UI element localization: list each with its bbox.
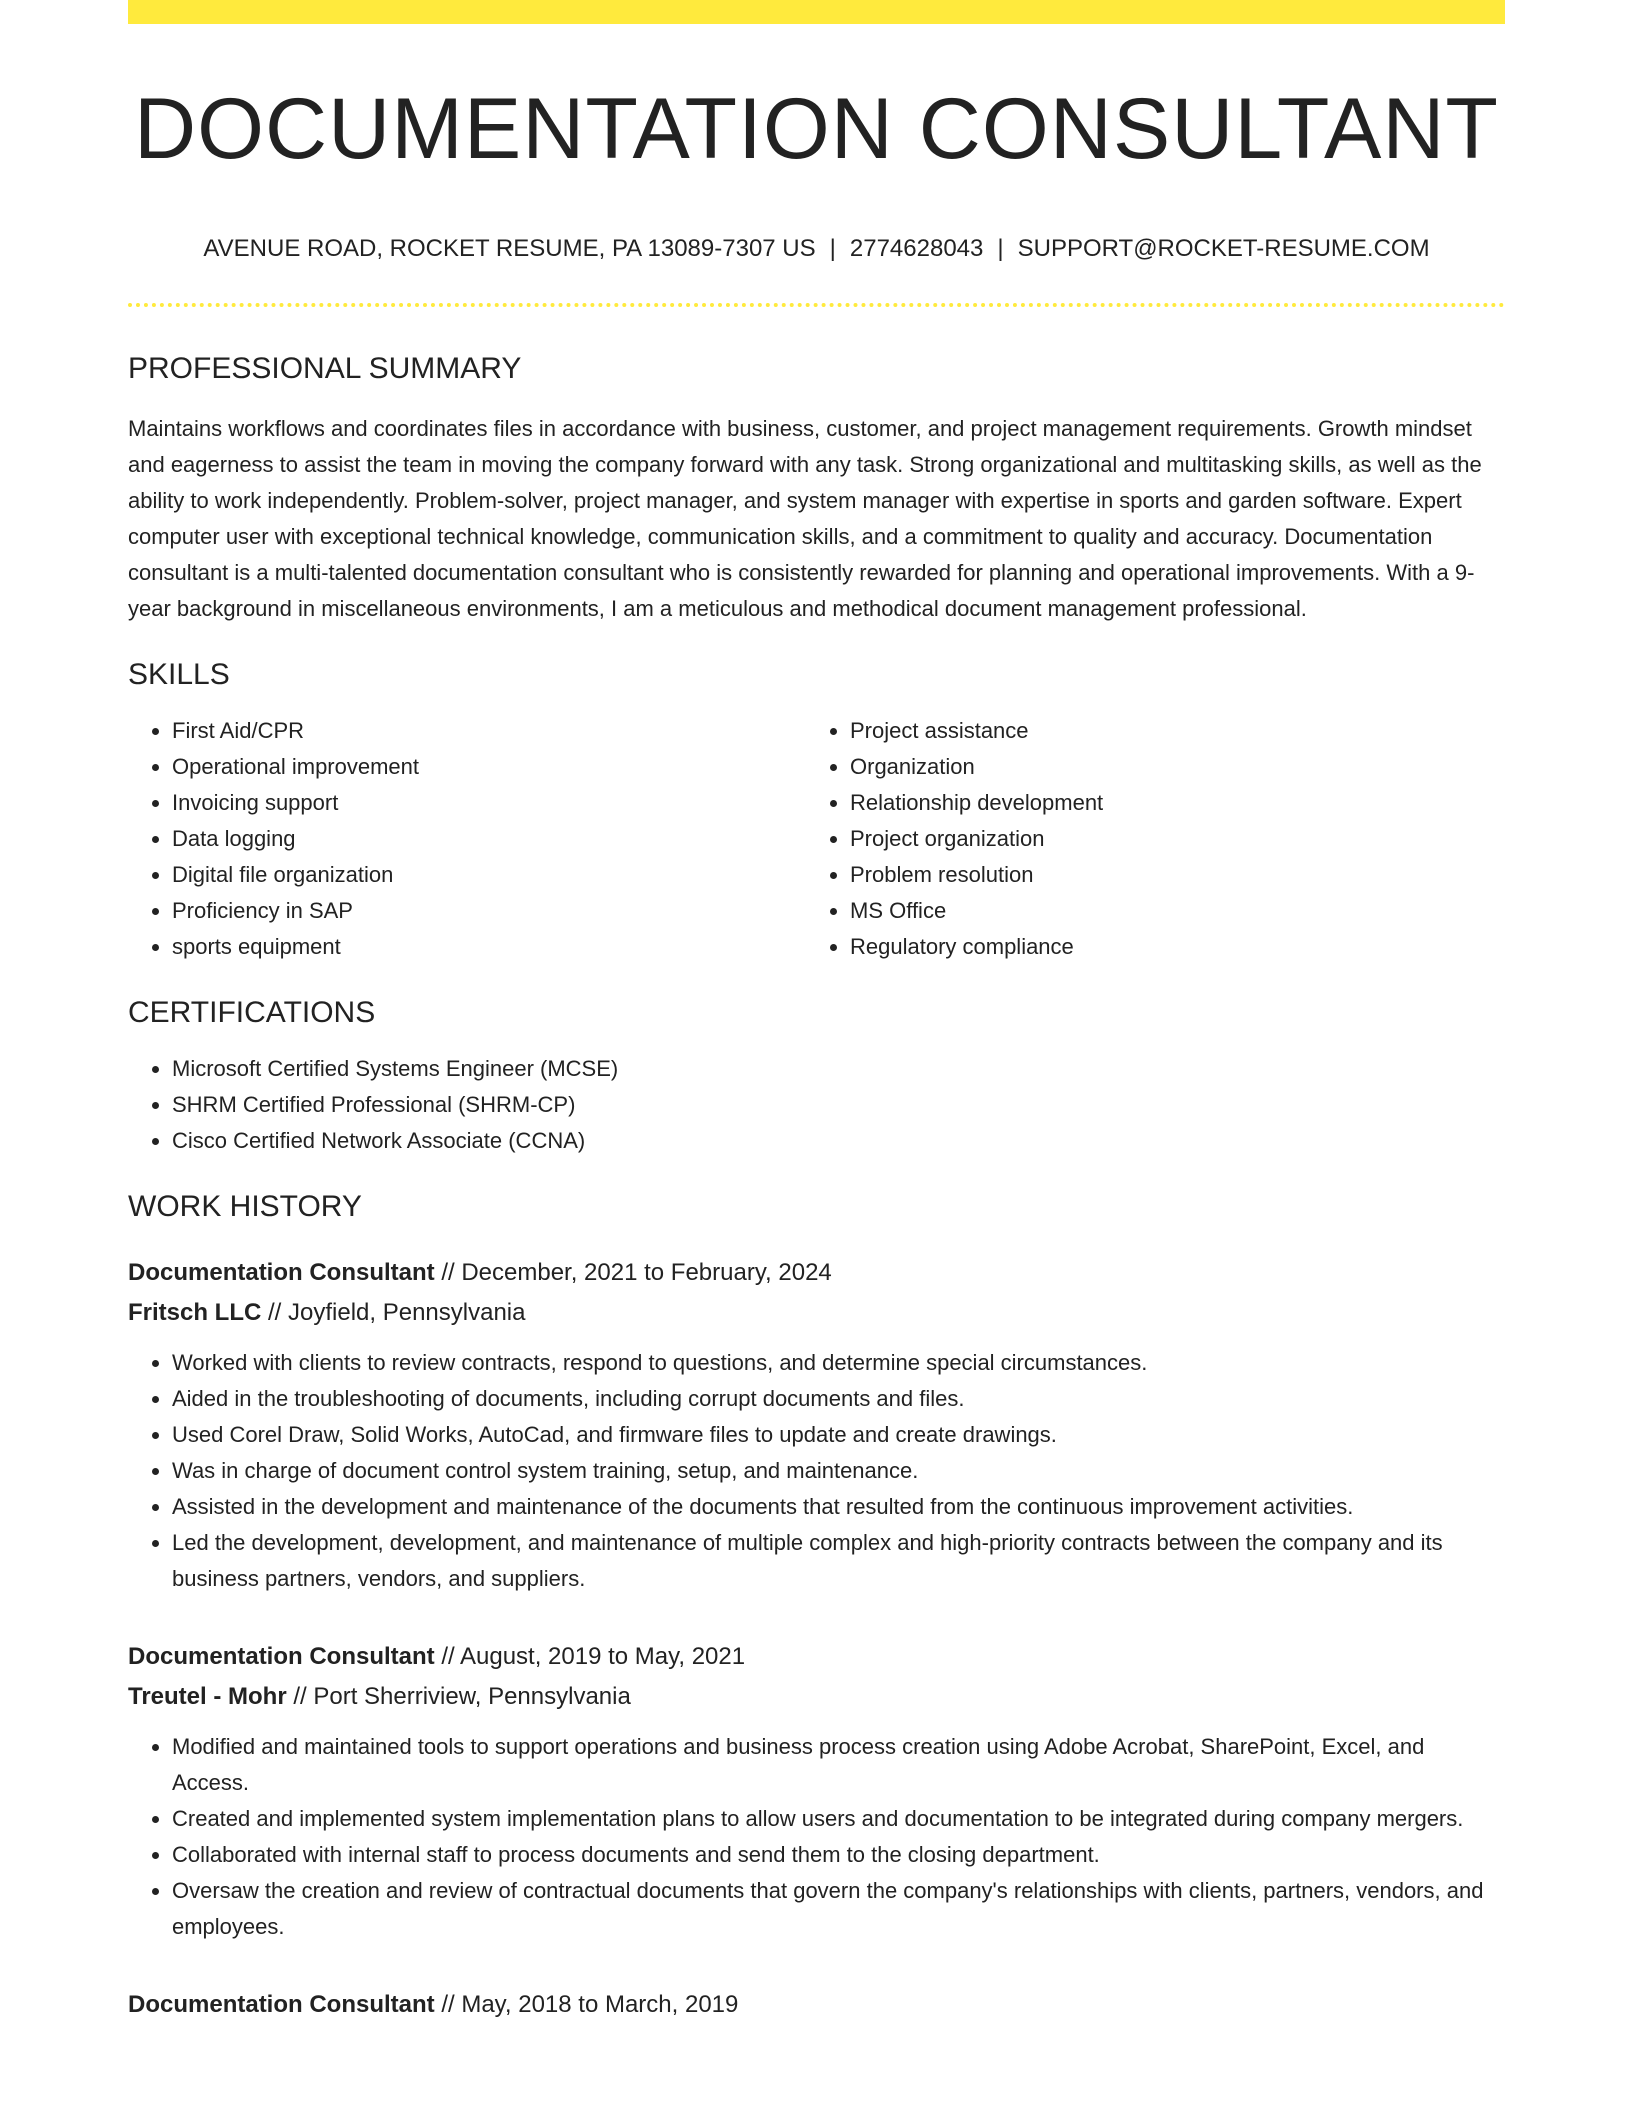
job-company-line [128, 1677, 1505, 1717]
skill-item: • Project assistance [850, 713, 1484, 749]
contact-phone: 2774628043 [849, 234, 984, 262]
dotted-divider [128, 303, 1505, 307]
job-location: // Joyfield, Pennsylvania [261, 1299, 526, 1327]
job-dates: // August, 2019 to May, 2021 [434, 1643, 746, 1671]
job-role: Documentation Consultant [128, 1991, 435, 2019]
summary-heading: PROFESSIONAL SUMMARY [128, 352, 522, 386]
contact-separator: | [997, 234, 1004, 262]
job-bullet: • Was in charge of document control system training, setup, and maintenance. [172, 1453, 1505, 1489]
skill-item: • Project organization [850, 821, 1484, 857]
job-title-line [128, 1985, 1505, 2025]
job-entry [128, 1253, 1505, 1597]
certification-item: • Microsoft Certified Systems Engineer (MCSE) [172, 1051, 1505, 1087]
job-title-line [128, 1637, 1505, 1677]
contact-email: SUPPORT@ROCKET-RESUME.COM [1017, 234, 1430, 262]
job-company: Treutel - Mohr [128, 1683, 287, 1711]
skill-item: • Digital file organization [172, 857, 806, 893]
job-bullet: • Worked with clients to review contracts, respond to questions, and determine special circumstances. [172, 1345, 1505, 1381]
resume-name: DOCUMENTATION CONSULTANT [134, 81, 1499, 177]
job-bullets [128, 1345, 1505, 1597]
skill-item: • First Aid/CPR [172, 713, 806, 749]
job-bullet: • Oversaw the creation and review of contractual documents that govern the company's relationships with clients, partners, vendors, and employees. [172, 1873, 1505, 1945]
job-role: Documentation Consultant [128, 1259, 435, 1287]
work-history-heading: WORK HISTORY [128, 1190, 362, 1224]
skills-grid [128, 713, 1505, 965]
job-dates: // May, 2018 to March, 2019 [434, 1991, 739, 2019]
resume-page [128, 0, 1505, 2025]
skill-item: • Invoicing support [172, 785, 806, 821]
certification-item: • Cisco Certified Network Associate (CCNA) [172, 1123, 1505, 1159]
skill-item: • Data logging [172, 821, 806, 857]
job-bullet: • Aided in the troubleshooting of documents, including corrupt documents and files. [172, 1381, 1505, 1417]
skills-heading: SKILLS [128, 658, 230, 692]
job-bullet: • Led the development, development, and maintenance of multiple complex and high-priority contracts between the company and its business partners, vendors, and suppliers. [172, 1525, 1505, 1597]
accent-top-bar [128, 0, 1505, 24]
skill-item: • Proficiency in SAP [172, 893, 806, 929]
job-company: Fritsch LLC [128, 1299, 262, 1327]
skills-right-list [806, 713, 1484, 965]
skill-item: • sports equipment [172, 929, 806, 965]
skill-item: • Regulatory compliance [850, 929, 1484, 965]
job-location: // Port Sherriview, Pennsylvania [286, 1683, 631, 1711]
job-entry [128, 1985, 1505, 2025]
skill-item: • Operational improvement [172, 749, 806, 785]
job-role: Documentation Consultant [128, 1643, 435, 1671]
job-bullet: • Assisted in the development and maintenance of the documents that resulted from the continuous improvement activities. [172, 1489, 1505, 1525]
job-bullets [128, 1729, 1505, 1945]
job-bullet: • Used Corel Draw, Solid Works, AutoCad, and firmware files to update and create drawings. [172, 1417, 1505, 1453]
job-company-line [128, 1293, 1505, 1333]
skills-left-list [128, 713, 806, 965]
contact-line [128, 235, 1505, 264]
certifications-list [128, 1051, 1505, 1159]
job-dates: // December, 2021 to February, 2024 [434, 1259, 832, 1287]
skill-item: • Organization [850, 749, 1484, 785]
certification-item: • SHRM Certified Professional (SHRM-CP) [172, 1087, 1505, 1123]
skill-item: • Problem resolution [850, 857, 1484, 893]
job-entry [128, 1637, 1505, 1945]
contact-separator: | [829, 234, 836, 262]
job-bullet: • Collaborated with internal staff to process documents and send them to the closing department. [172, 1837, 1505, 1873]
job-bullet: • Created and implemented system implementation plans to allow users and documentation to be integrated during company mergers. [172, 1801, 1505, 1837]
contact-address: AVENUE ROAD, ROCKET RESUME, PA 13089-7307 US [203, 234, 816, 262]
skill-item: • Relationship development [850, 785, 1484, 821]
certifications-heading: CERTIFICATIONS [128, 996, 376, 1030]
skill-item: • MS Office [850, 893, 1484, 929]
job-title-line [128, 1253, 1505, 1293]
summary-text: Maintains workflows and coordinates files in accordance with business, customer, and project management requirements. Growth mindset and eagerness to assist the team in moving the company forward with any task. Strong organizational and multitasking skills, as well as the ability to work independently. Problem-solver, project manager, and system manager with expertise in sports and garden software. Expert computer user with exceptional technical knowledge, communication skills, and a commitment to quality and accuracy. Documentation consultant is a multi-talented documentation consultant who is consistently rewarded for planning and operational improvements. With a 9-year background in miscellaneous environments, I am a meticulous and methodical document management professional. [128, 416, 1482, 622]
job-bullet: • Modified and maintained tools to support operations and business process creation using Adobe Acrobat, SharePoint, Excel, and Access. [172, 1729, 1505, 1801]
